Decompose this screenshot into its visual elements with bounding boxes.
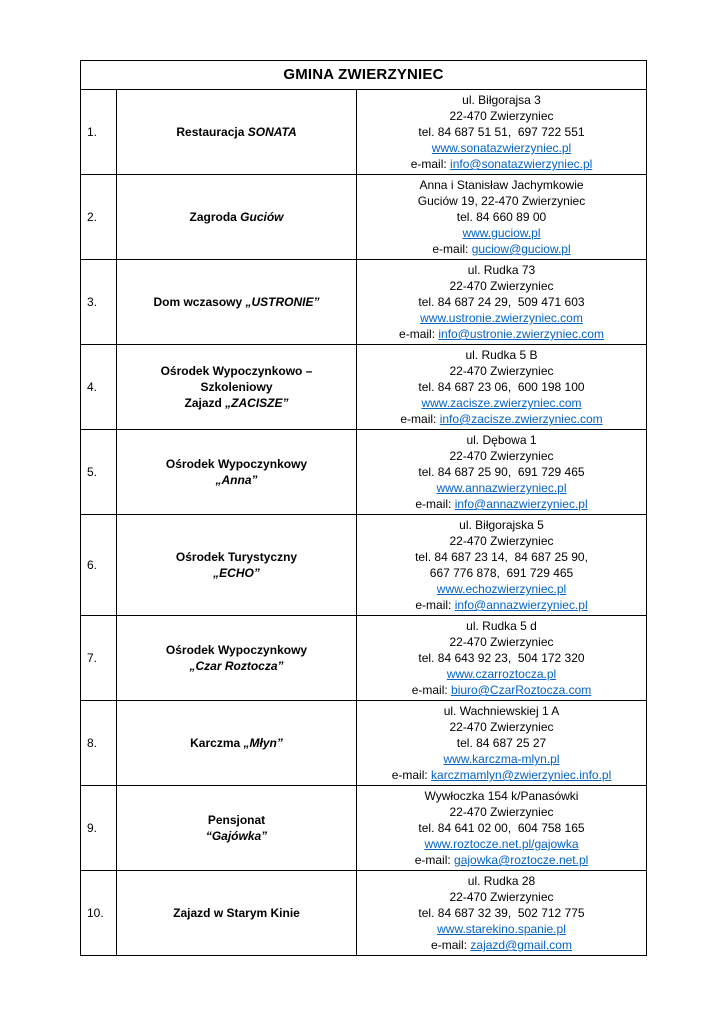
venue-name [123,735,350,751]
contact-details-cell [357,871,647,956]
email-link[interactable]: info@ustronie.zwierzyniec.com [438,327,604,341]
table-row [81,175,647,260]
phone-line: tel. 84 687 25 90, 691 729 465 [418,465,585,479]
venue-name [123,642,350,658]
owner-line: Anna i Stanisław Jachymkowie [419,178,584,192]
venue-name-text: Zajazd [184,396,226,410]
row-number: 6. [81,515,117,616]
venue-name-text: Ośrodek Wypoczynkowy [165,643,308,657]
row-number: 1. [81,90,117,175]
email-link[interactable]: info@annazwierzyniec.pl [454,497,588,511]
venue-name [123,294,350,310]
email-line [361,937,642,953]
venue-name [123,124,350,140]
address-line: ul. Rudka 5 B [465,348,538,362]
address-line: ul. Biłgorajska 5 [459,518,544,532]
email-line [361,411,642,427]
row-number: 2. [81,175,117,260]
email-link[interactable]: info@sonatazwierzyniec.pl [450,157,593,171]
phone-line: tel. 84 687 51 51, 697 722 551 [418,125,585,139]
row-number: 9. [81,786,117,871]
venue-name-text: Karczma [190,736,244,750]
website-link[interactable]: www.sonatazwierzyniec.pl [431,141,572,155]
address-line: Guciów 19, 22-470 Zwierzyniec [417,194,586,208]
venue-name [123,549,350,565]
email-label: e-mail: [431,938,471,952]
row-number: 7. [81,616,117,701]
venue-name-italic: SONATA [247,125,297,139]
contact-details-cell [357,616,647,701]
table-row [81,871,647,956]
email-line [361,682,642,698]
venue-name [123,905,350,921]
venue-name-cell [117,175,357,260]
phone-line: tel. 84 641 02 00, 604 758 165 [418,821,585,835]
contact-details-cell [357,786,647,871]
table-row [81,786,647,871]
email-link[interactable]: info@zacisze.zwierzyniec.com [439,412,603,426]
website-link[interactable]: www.zacisze.zwierzyniec.com [421,396,582,410]
table-header-row [81,61,647,90]
venue-name-cell [117,701,357,786]
venue-name-text: Ośrodek Turystyczny [175,550,298,564]
table-row [81,430,647,515]
venue-name-cell [117,616,357,701]
contact-details-cell [357,701,647,786]
website-line [361,225,642,241]
email-label: e-mail: [391,768,432,782]
venue-name-italic: „Anna” [215,473,258,487]
address-line: 22-470 Zwierzyniec [449,534,554,548]
website-link[interactable]: www.karczma-mlyn.pl [443,752,560,766]
table-row [81,345,647,430]
website-line [361,836,642,852]
address-line: 22-470 Zwierzyniec [449,279,554,293]
venue-name-text: Zajazd w Starym Kinie [173,906,300,920]
venue-name [123,395,350,411]
venue-name-text: Restauracja [176,125,248,139]
venue-name-text: Dom wczasowy [153,295,246,309]
address-line: ul. Rudka 28 [467,874,536,888]
venue-name-italic: „USTRONIE” [245,295,320,309]
row-number: 8. [81,701,117,786]
website-link[interactable]: www.starekino.spanie.pl [437,922,566,936]
email-label: e-mail: [415,497,455,511]
venues-table [80,60,647,956]
email-label: e-mail: [415,598,455,612]
website-line [361,140,642,156]
website-link[interactable]: www.ustronie.zwierzyniec.com [420,311,583,325]
venue-name-italic: „ZACISZE” [225,396,289,410]
address-line: ul. Wachniewskiej 1 A [443,704,560,718]
address-line: 22-470 Zwierzyniec [449,720,554,734]
address-line: 22-470 Zwierzyniec [449,890,554,904]
address-line: ul. Rudka 73 [467,263,536,277]
website-link[interactable]: www.guciow.pl [462,226,541,240]
contact-details-cell [357,260,647,345]
email-label: e-mail: [410,157,451,171]
venue-name-italic: „ECHO” [213,566,260,580]
email-link[interactable]: zajazd@gmail.com [470,938,572,952]
venue-name-cell [117,871,357,956]
phone-line: tel. 84 687 23 14, 84 687 25 90, [415,550,588,564]
venue-name-italic: “Gajówka” [205,829,268,843]
venue-name-cell [117,345,357,430]
email-link[interactable]: karczmamlyn@zwierzyniec.info.pl [431,768,612,782]
address-line: 22-470 Zwierzyniec [449,109,554,123]
address-line: 22-470 Zwierzyniec [449,364,554,378]
phone-line: tel. 84 687 23 06, 600 198 100 [418,380,585,394]
venue-name-cell [117,786,357,871]
email-line [361,326,642,342]
website-line [361,666,642,682]
phone-line: tel. 84 687 32 39, 502 712 775 [418,906,585,920]
email-label: e-mail: [411,683,452,697]
website-link[interactable]: www.echozwierzyniec.pl [436,582,567,596]
row-number: 3. [81,260,117,345]
website-line [361,751,642,767]
venue-name [123,472,350,488]
venue-name-italic: Guciów [240,210,284,224]
email-label: e-mail: [432,242,472,256]
website-line [361,310,642,326]
address-line: 22-470 Zwierzyniec [449,805,554,819]
address-line: 22-470 Zwierzyniec [449,635,554,649]
venue-name-text: Zagroda [189,210,241,224]
row-number: 4. [81,345,117,430]
row-number: 5. [81,430,117,515]
address-line: ul. Biłgorajsa 3 [462,93,541,107]
email-line [361,241,642,257]
email-link[interactable]: biuro@CzarRoztocza.com [451,683,592,697]
venue-name-text: Ośrodek Wypoczynkowy [165,457,308,471]
contact-details-cell [357,90,647,175]
email-line [361,852,642,868]
contact-details-cell [357,345,647,430]
website-link[interactable]: www.czarroztocza.pl [446,667,557,681]
address-line: ul. Dębowa 1 [466,433,537,447]
address-line: ul. Rudka 5 d [466,619,537,633]
email-line [361,496,642,512]
email-link[interactable]: info@annazwierzyniec.pl [454,598,588,612]
email-label: e-mail: [414,853,455,867]
venue-name-cell [117,430,357,515]
contact-details-cell [357,515,647,616]
phone-line: 667 776 878, 691 729 465 [429,566,574,580]
email-line [361,767,642,783]
email-label: e-mail: [399,327,439,341]
table-row [81,701,647,786]
address-line: Wywłoczka 154 k/Panasówki [424,789,579,803]
phone-line: tel. 84 687 24 29, 509 471 603 [418,295,585,309]
venue-name-text: Pensjonat [207,813,266,827]
address-line: 22-470 Zwierzyniec [449,449,554,463]
venue-name-cell [117,260,357,345]
page-title: GMINA ZWIERZYNIEC [81,61,647,90]
venue-name [123,828,350,844]
venue-name [123,209,350,225]
email-label: e-mail: [400,412,440,426]
website-link[interactable]: www.roztocze.net.pl/gajowka [424,837,579,851]
email-line [361,156,642,172]
website-line [361,581,642,597]
email-link[interactable]: guciow@guciow.pl [471,242,571,256]
venue-name-cell [117,515,357,616]
phone-line: tel. 84 687 25 27 [456,736,547,750]
row-number: 10. [81,871,117,956]
venue-name-text: Ośrodek Wypoczynkowo – Szkoleniowy [160,364,316,394]
contact-details-cell [357,430,647,515]
venue-name-italic: „Młyn” [243,736,283,750]
table-row [81,260,647,345]
website-line [361,395,642,411]
website-link[interactable]: www.annazwierzyniec.pl [436,481,567,495]
contact-details-cell [357,175,647,260]
venue-name [123,565,350,581]
venue-name [123,456,350,472]
website-line [361,921,642,937]
table-row [81,616,647,701]
email-link[interactable]: gajowka@roztocze.net.pl [454,853,589,867]
venue-name [123,363,350,395]
website-line [361,480,642,496]
venue-name-italic: „Czar Roztocza” [189,659,284,673]
email-line [361,597,642,613]
venue-name [123,658,350,674]
table-row [81,90,647,175]
table-row [81,515,647,616]
phone-line: tel. 84 643 92 23, 504 172 320 [418,651,585,665]
venue-name-cell [117,90,357,175]
venue-name [123,812,350,828]
phone-line: tel. 84 660 89 00 [456,210,547,224]
